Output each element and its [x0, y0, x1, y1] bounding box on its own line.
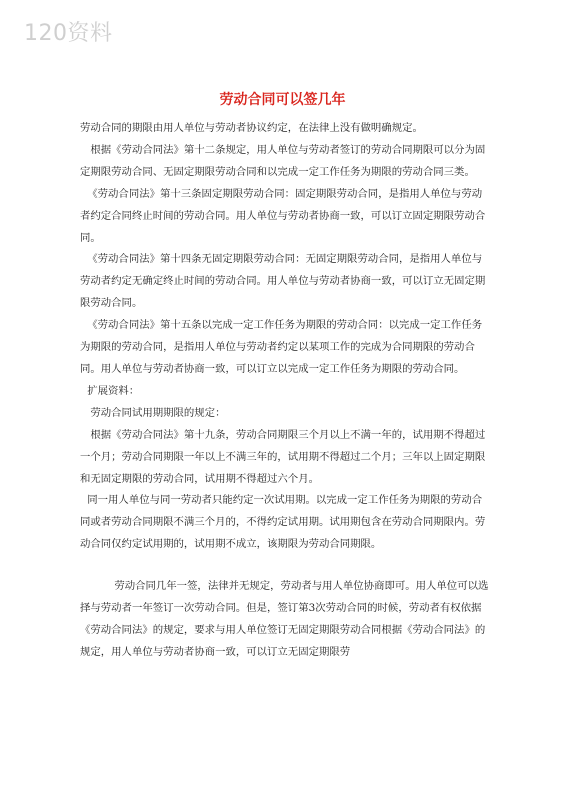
paragraph-article-13: 《劳动合同法》第十三条固定期限劳动合同：固定期限劳动合同，是指用人单位与劳动者约定合同终止时间的劳动合同。用人单位与劳动者协商一致，可以订立固定期限劳动合同。 — [80, 187, 486, 244]
paragraph-extended-heading: 扩展资料： — [87, 384, 140, 397]
paragraph-probation-heading: 劳动合同试用期期限的规定： — [90, 406, 226, 419]
paragraph-article-14: 《劳动合同法》第十四条无固定期限劳动合同：无固定期限劳动合同，是指用人单位与劳动者约定无确定终止时间的劳动合同。用人单位与劳动者协商一致，可以订立无固定期限劳动合同。 — [80, 253, 486, 310]
watermark-logo: 120资料 — [24, 21, 113, 46]
document-body — [80, 118, 492, 664]
paragraph-contract-years: 劳动合同几年一签，法律并无规定，劳动者与用人单位协商即可。用人单位可以选择与劳动者一年签订一次劳动合同。但是，签订第3次劳动合同的时候，劳动者有权依据《劳动合同法》的规定，要求与用人单位签订无固定期限劳动合同根据《劳动合同法》的规定，用人单位与劳动者协商一致，可以订立无固定期限劳 — [80, 580, 489, 658]
paragraph-probation-rules: 同一用人单位与同一劳动者只能约定一次试用期。以完成一定工作任务为期限的劳动合同或者劳动合同期限不满三个月的，不得约定试用期。试用期包含在劳动合同期限内。劳动合同仅约定试用期的，试用期不成立，该期限为劳动合同期限。 — [80, 494, 486, 551]
paragraph-intro: 劳动合同的期限由用人单位与劳动者协议约定，在法律上没有做明确规定。 — [80, 122, 423, 134]
paragraph-article-19: 根据《劳动合同法》第十九条，劳动合同期限三个月以上不满一年的，试用期不得超过一个月；劳动合同期限一年以上不满三年的，试用期不得超过二个月；三年以上固定期限和无固定期限的劳动合同，试用期不得超过六个月。 — [80, 428, 486, 485]
paragraph-article-15: 《劳动合同法》第十五条以完成一定工作任务为期限的劳动合同：以完成一定工作任务为期限的劳动合同，是指用人单位与劳动者约定以某项工作的完成为合同期限的劳动合同。用人单位与劳动者协商一致，可以订立以完成一定工作任务为期限的劳动合同。 — [80, 319, 483, 375]
document-title: 劳动合同可以签几年 — [219, 92, 346, 108]
paragraph-article-12: 根据《劳动合同法》第十二条规定，用人单位与劳动者签订的劳动合同期限可以分为固定期限劳动合同、无固定期限劳动合同和以完成一定工作任务为期限的劳动合同三类。 — [80, 143, 486, 178]
